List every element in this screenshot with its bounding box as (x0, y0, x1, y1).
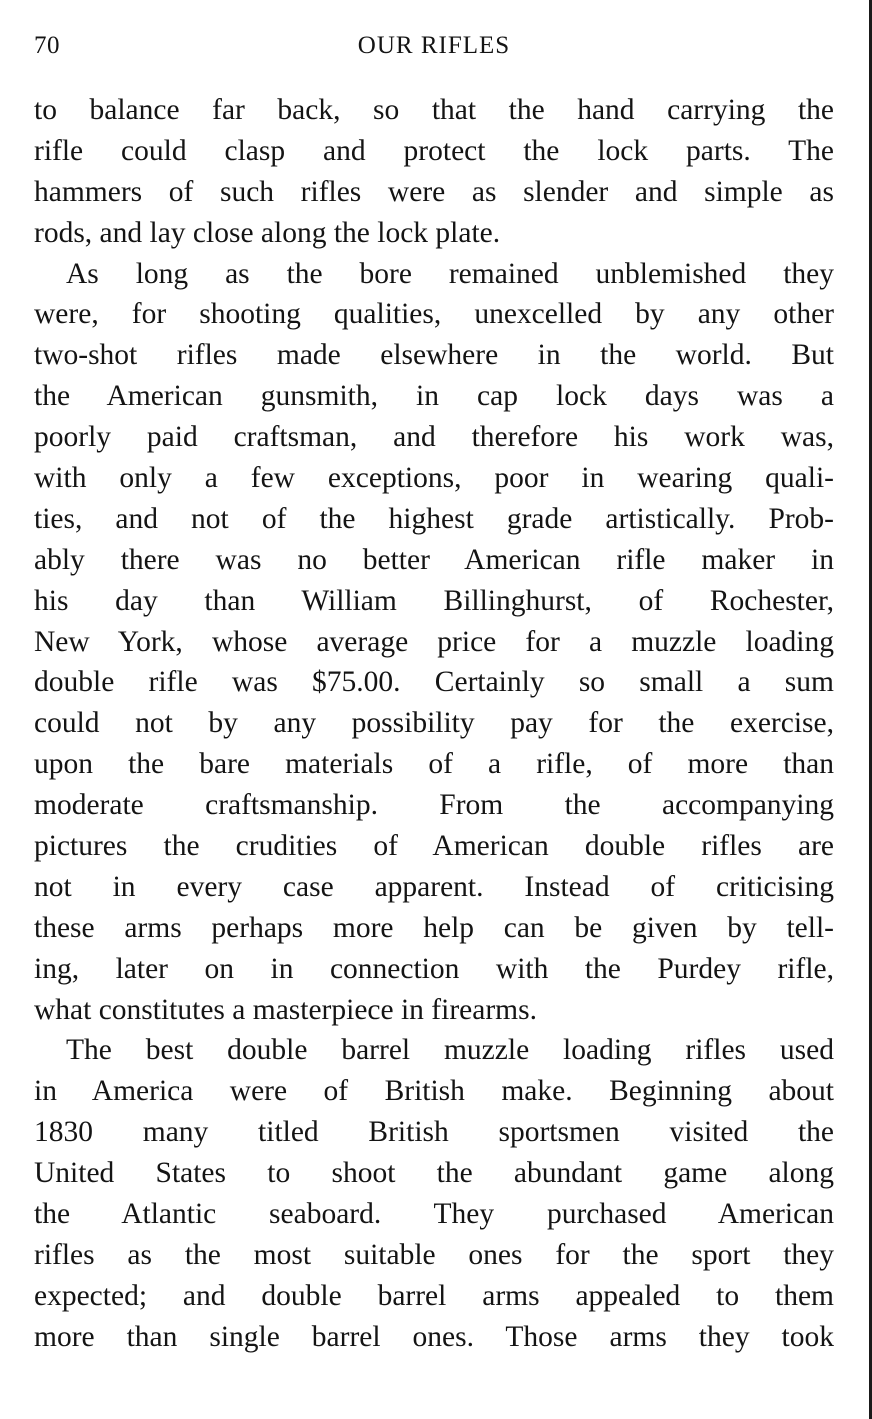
text-line: two-shot rifles made elsewhere in the world. But (34, 339, 834, 372)
text-line: New York, whose average price for a muzzle loading (34, 625, 834, 658)
text-line: upon the bare materials of a rifle, of more than (34, 748, 834, 781)
text-line: more than single barrel ones. Those arms they took (34, 1320, 834, 1353)
text-line: these arms perhaps more help can be given by tell- (34, 911, 834, 944)
paragraph-2 (34, 254, 834, 1031)
text-line: the Atlantic seaboard. They purchased American (34, 1198, 834, 1231)
text-line: double rifle was $75.00. Certainly so small a sum (34, 666, 834, 699)
text-line: could not by any possibility pay for the exercise, (34, 707, 834, 740)
text-line: ing, later on in connection with the Purdey rifle, (34, 952, 834, 985)
running-title: OUR RIFLES (357, 32, 511, 59)
text-line: his day than William Billinghurst, of Rochester, (34, 584, 834, 617)
text-line: not in every case apparent. Instead of criticising (34, 870, 834, 903)
text-line: rifle could clasp and protect the lock parts. The (34, 134, 834, 167)
text-line: United States to shoot the abundant game along (34, 1157, 834, 1190)
text-line: hammers of such rifles were as slender and simple as (34, 175, 834, 208)
text-line: pictures the crudities of American double rifles are (34, 830, 834, 863)
page-header (34, 32, 834, 68)
text-line: to balance far back, so that the hand carrying the (34, 94, 834, 126)
text-line: were, for shooting qualities, unexcelled by any other (34, 298, 834, 331)
text-line: what constitutes a masterpiece in firearms. (34, 993, 537, 1026)
text-line: in America were of British make. Beginning about (34, 1075, 834, 1108)
text-line: the American gunsmith, in cap lock days was a (34, 380, 834, 413)
paragraph-3 (34, 1030, 834, 1357)
text-line: rifles as the most suitable ones for the sport they (34, 1238, 834, 1271)
paragraph-1 (34, 90, 834, 254)
text-line: The best double barrel muzzle loading rifles used (66, 1034, 834, 1067)
text-line: poorly paid craftsman, and therefore his work was, (34, 421, 834, 454)
text-line: ably there was no better American rifle maker in (34, 543, 834, 576)
text-line: ties, and not of the highest grade artistically. Prob- (34, 502, 834, 535)
text-line: with only a few exceptions, poor in wearing quali- (34, 462, 834, 495)
text-line: 1830 many titled British sportsmen visited the (34, 1116, 834, 1149)
text-line: As long as the bore remained unblemished they (66, 257, 834, 290)
text-line: expected; and double barrel arms appealed to them (34, 1279, 834, 1312)
page-number: 70 (34, 32, 60, 59)
text-line: moderate craftsmanship. From the accompanying (34, 789, 834, 822)
body-text (34, 90, 834, 1358)
text-line: rods, and lay close along the lock plate. (34, 216, 501, 249)
